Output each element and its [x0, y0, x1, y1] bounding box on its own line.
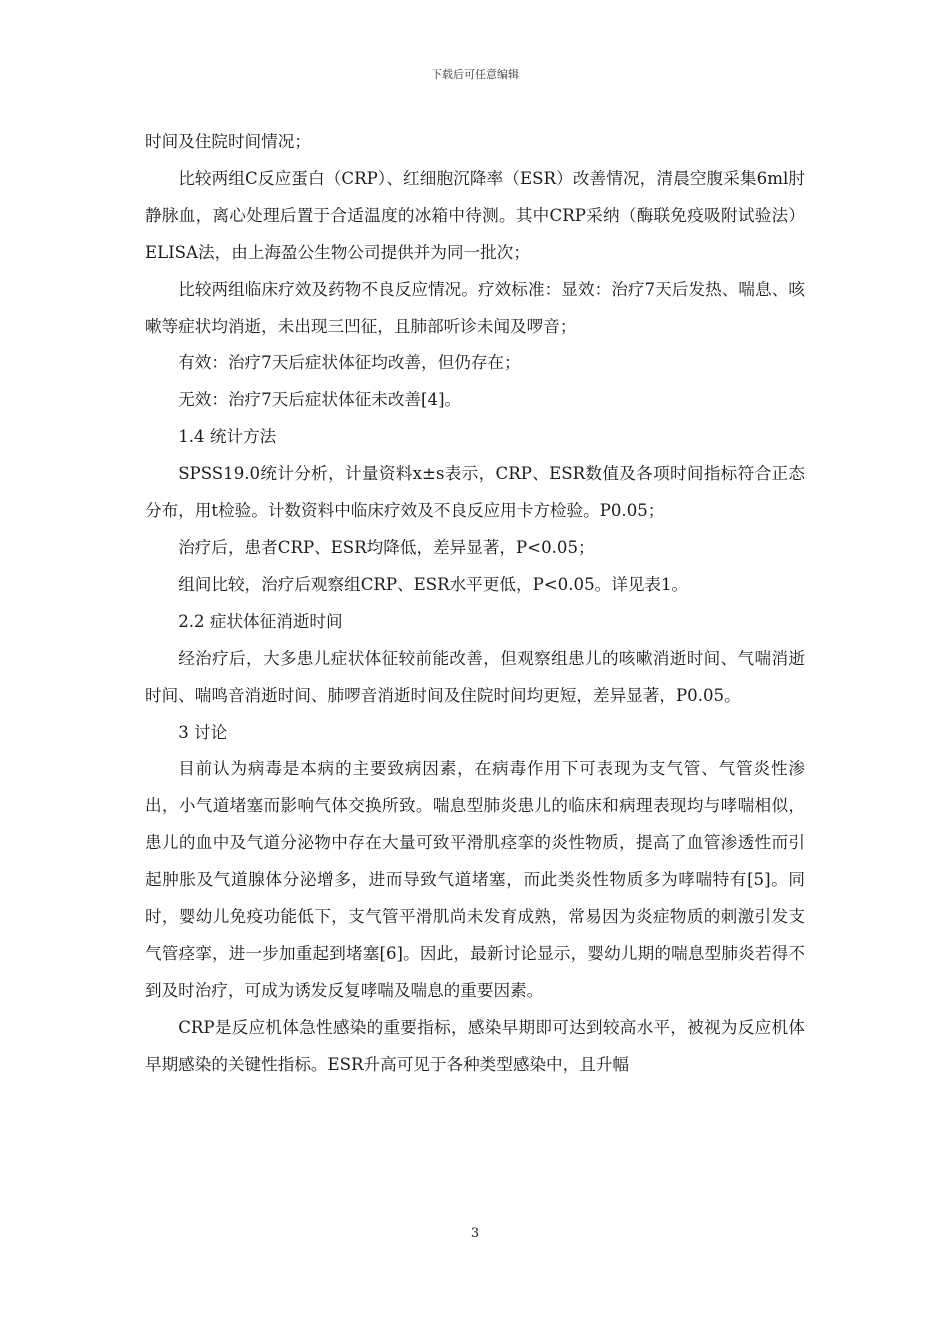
paragraph: 组间比较，治疗后观察组CRP、ESR水平更低，P<0.05。详见表1。 [178, 574, 689, 594]
paragraph: SPSS19.0统计分析，计量资料x±s表示，CRP、ESR数值及各项时间指标符合正态分布，用t检验。计数资料中临床疗效及不良反应用卡方检验。P0.05； [145, 464, 805, 521]
paragraph: 有效：治疗7天后症状体征均改善，但仍存在； [178, 353, 521, 373]
paragraph: 2.2 症状体征消逝时间 [178, 611, 343, 631]
paragraph: 3 讨论 [178, 722, 228, 742]
paragraph: 比较两组临床疗效及药物不良反应情况。疗效标准：显效：治疗7天后发热、喘息、咳嗽等症状均消逝，未出现三凹征，且肺部听诊未闻及啰音； [145, 279, 805, 336]
page-header: 下载后可任意编辑 [431, 68, 519, 81]
paragraph: 1.4 统计方法 [178, 427, 277, 447]
paragraph: 比较两组C反应蛋白（CRP）、红细胞沉降率（ESR）改善情况，清晨空腹采集6ml肘静脉血，离心处理后置于合适温度的冰箱中待测。其中CRP采纳（酶联免疫吸附试验法）ELISA法，由上海盈公生物公司提供并为同一批次； [145, 168, 805, 262]
paragraph: 无效：治疗7天后症状体征未改善[4]。 [178, 390, 462, 410]
paragraph: 治疗后，患者CRP、ESR均降低，差异显著，P<0.05； [178, 537, 595, 557]
paragraph: 目前认为病毒是本病的主要致病因素，在病毒作用下可表现为支气管、气管炎性渗出，小气道堵塞而影响气体交换所致。喘息型肺炎患儿的临床和病理表现均与哮喘相似，患儿的血中及气道分泌物中存在大量可致平滑肌痉挛的炎性物质，提高了血管渗透性而引起肿胀及气道腺体分泌增多，进而导致气道堵塞，而此类炎性物质多为哮喘特有[5]。同时，婴幼儿免疫功能低下，支气管平滑肌尚未发育成熟，常易因为炎症物质的刺激引发支气管痉挛，进一步加重起到堵塞[6]。因此，最新讨论显示，婴幼儿期的喘息型肺炎若得不到及时治疗，可成为诱发反复哮喘及喘息的重要因素。 [145, 759, 805, 1000]
page-number: 3 [470, 1226, 480, 1241]
paragraph: 时间及住院时间情况； [145, 132, 311, 151]
paragraph: 经治疗后，大多患儿症状体征较前能改善，但观察组患儿的咳嗽消逝时间、气喘消逝时间、喘鸣音消逝时间、肺啰音消逝时间及住院时间均更短，差异显著，P0.05。 [145, 648, 805, 705]
paragraph: CRP是反应机体急性感染的重要指标，感染早期即可达到较高水平，被视为反应机体早期感染的关键性指标。ESR升高可见于各种类型感染中，且升幅 [145, 1017, 805, 1074]
document-body [145, 124, 805, 1084]
